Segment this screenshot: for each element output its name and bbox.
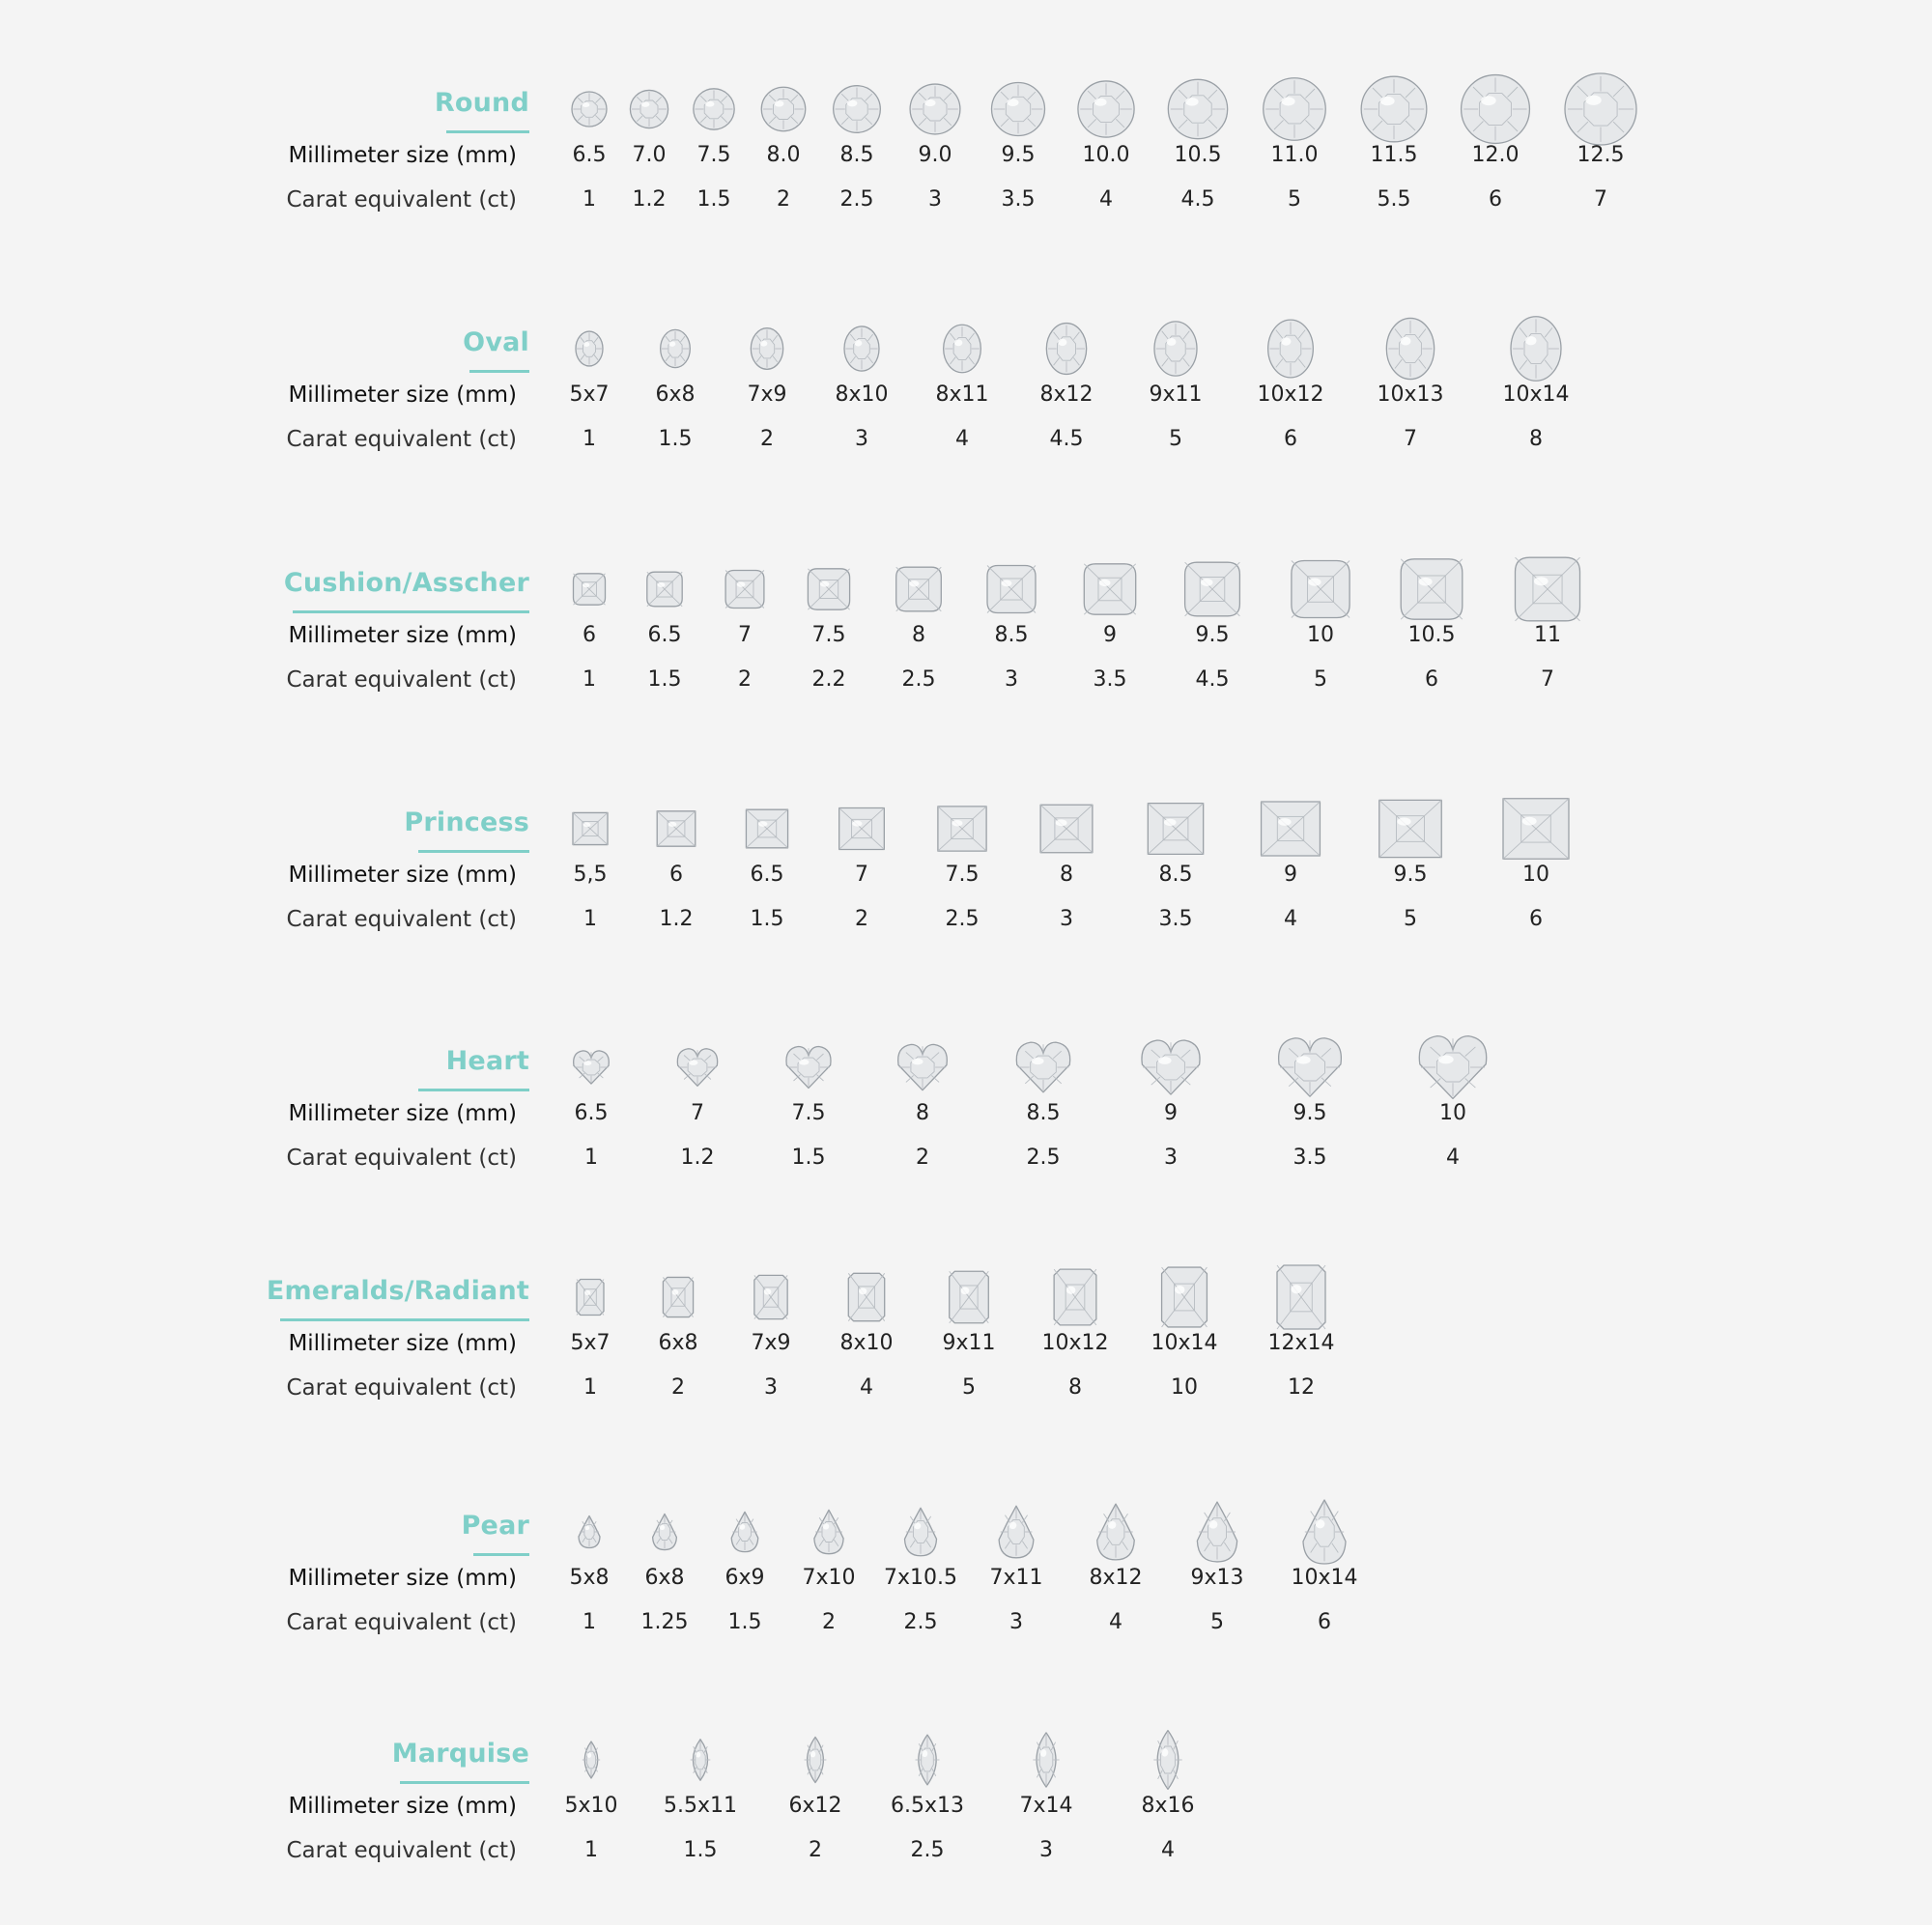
carat-value: 6: [1529, 907, 1543, 931]
carat-row-label: Carat equivalent (ct): [286, 907, 517, 932]
mm-size-value: 6.5: [574, 1101, 609, 1125]
mm-size-value: 8.5: [1158, 863, 1193, 887]
mm-size-value: 10x14: [1291, 1566, 1358, 1590]
carat-value: 1.2: [632, 187, 667, 212]
shape-title: Emeralds/Radiant: [266, 1276, 529, 1306]
mm-size-value: 5x10: [564, 1794, 618, 1818]
mm-size-value: 10x14: [1502, 382, 1570, 407]
carat-value: 2: [822, 1610, 836, 1634]
carat-value: 3: [1039, 1838, 1053, 1862]
carat-value: 5: [962, 1375, 976, 1400]
carat-value: 1: [583, 1375, 597, 1400]
carat-value: 4.5: [1049, 427, 1084, 451]
shape-title-underline: [280, 1318, 529, 1321]
mm-size-value: 10.0: [1082, 143, 1130, 167]
mm-size-value: 6x8: [658, 1331, 698, 1355]
carat-value: 2.5: [839, 187, 874, 212]
carat-value: 7: [1404, 427, 1417, 451]
mm-size-value: 10x14: [1151, 1331, 1218, 1355]
mm-size-value: 8.5: [839, 143, 874, 167]
mm-size-value: 9x13: [1190, 1566, 1244, 1590]
shape-section-heart: [0, 1011, 1932, 1195]
shape-title: Heart: [445, 1046, 529, 1076]
carat-value: 5: [1314, 667, 1327, 692]
carat-value: 3.5: [1093, 667, 1127, 692]
shape-section-pear: [0, 1476, 1932, 1659]
mm-size-value: 9.0: [918, 143, 952, 167]
mm-size-value: 9.5: [1393, 863, 1428, 887]
mm-size-value: 10: [1439, 1101, 1466, 1125]
carat-value: 5: [1210, 1610, 1224, 1634]
mm-size-value: 8x10: [835, 382, 889, 407]
carat-value: 3: [1060, 907, 1073, 931]
carat-value: 1.5: [658, 427, 693, 451]
shape-title-underline: [469, 370, 529, 373]
shape-title: Princess: [404, 807, 529, 837]
carat-value: 1.25: [640, 1610, 689, 1634]
millimeter-row-label: Millimeter size (mm): [288, 1794, 517, 1819]
shape-section-oval: [0, 293, 1932, 476]
carat-value: 2: [777, 187, 790, 212]
shape-title: Round: [434, 88, 529, 118]
carat-value: 3.5: [1001, 187, 1036, 212]
carat-row-label: Carat equivalent (ct): [286, 1146, 517, 1171]
carat-value: 3: [855, 427, 868, 451]
shape-section-cushion-asscher: [0, 533, 1932, 717]
carat-value: 2.5: [903, 1610, 938, 1634]
mm-size-value: 7: [855, 863, 868, 887]
shape-title: Cushion/Asscher: [283, 568, 529, 598]
mm-size-value: 7.5: [696, 143, 731, 167]
mm-size-value: 5x7: [570, 1331, 611, 1355]
mm-size-value: 6.5: [750, 863, 784, 887]
mm-size-value: 11.5: [1370, 143, 1418, 167]
mm-size-value: 5.5x11: [663, 1794, 738, 1818]
mm-size-value: 7x10: [802, 1566, 856, 1590]
carat-value: 2: [855, 907, 868, 931]
carat-value: 2: [738, 667, 752, 692]
mm-size-value: 8: [912, 623, 925, 647]
carat-value: 3: [1164, 1146, 1178, 1170]
carat-value: 6: [1318, 1610, 1331, 1634]
carat-value: 12: [1288, 1375, 1315, 1400]
mm-size-value: 8x12: [1089, 1566, 1143, 1590]
carat-value: 5: [1288, 187, 1301, 212]
carat-row-label: Carat equivalent (ct): [286, 1375, 517, 1401]
carat-value: 1.5: [683, 1838, 718, 1862]
mm-size-value: 12.5: [1577, 143, 1625, 167]
mm-size-value: 6x8: [655, 382, 696, 407]
mm-size-value: 12.0: [1471, 143, 1520, 167]
mm-size-value: 7x9: [747, 382, 787, 407]
shape-title-underline: [418, 1089, 529, 1091]
mm-size-value: 7.5: [791, 1101, 826, 1125]
shape-title-underline: [446, 130, 529, 133]
mm-size-value: 6.5x13: [890, 1794, 965, 1818]
millimeter-row-label: Millimeter size (mm): [288, 1331, 517, 1356]
carat-value: 5: [1404, 907, 1417, 931]
mm-size-value: 8: [1060, 863, 1073, 887]
millimeter-row-label: Millimeter size (mm): [288, 1566, 517, 1591]
mm-size-value: 7x14: [1019, 1794, 1073, 1818]
carat-value: 1: [583, 907, 597, 931]
mm-size-value: 8x11: [935, 382, 989, 407]
mm-size-value: 7x10.5: [883, 1566, 958, 1590]
carat-value: 1: [584, 1838, 598, 1862]
shape-section-princess: [0, 773, 1932, 956]
carat-value: 1.5: [727, 1610, 762, 1634]
carat-value: 4: [1161, 1838, 1175, 1862]
shape-title: Oval: [463, 327, 529, 357]
mm-size-value: 10.5: [1174, 143, 1222, 167]
mm-size-value: 7x11: [989, 1566, 1043, 1590]
mm-size-value: 9x11: [1149, 382, 1203, 407]
mm-size-value: 10x12: [1041, 1331, 1109, 1355]
carat-value: 1.2: [659, 907, 694, 931]
mm-size-value: 8.0: [766, 143, 801, 167]
carat-row-label: Carat equivalent (ct): [286, 427, 517, 452]
carat-value: 1: [582, 187, 596, 212]
mm-size-value: 5,5: [573, 863, 608, 887]
carat-value: 1.5: [750, 907, 784, 931]
mm-size-value: 11: [1534, 623, 1561, 647]
carat-value: 4: [955, 427, 969, 451]
carat-value: 4.5: [1195, 667, 1230, 692]
mm-size-value: 8.5: [994, 623, 1029, 647]
millimeter-row-label: Millimeter size (mm): [288, 382, 517, 408]
carat-value: 8: [1068, 1375, 1082, 1400]
carat-value: 1.5: [696, 187, 731, 212]
mm-size-value: 7: [691, 1101, 704, 1125]
carat-value: 3: [928, 187, 942, 212]
carat-value: 2: [760, 427, 774, 451]
mm-size-value: 6: [582, 623, 596, 647]
carat-value: 6: [1425, 667, 1438, 692]
mm-size-value: 9: [1284, 863, 1297, 887]
carat-value: 4: [1099, 187, 1113, 212]
carat-value: 8: [1529, 427, 1543, 451]
mm-size-value: 10: [1307, 623, 1334, 647]
carat-value: 4: [860, 1375, 873, 1400]
carat-value: 2.5: [945, 907, 980, 931]
shape-section-marquise: [0, 1704, 1932, 1887]
shape-title-underline: [418, 850, 529, 853]
mm-size-value: 6x8: [644, 1566, 685, 1590]
mm-size-value: 8x10: [839, 1331, 894, 1355]
mm-size-value: 9: [1164, 1101, 1178, 1125]
carat-value: 3.5: [1293, 1146, 1327, 1170]
mm-size-value: 9: [1103, 623, 1117, 647]
carat-value: 5: [1169, 427, 1182, 451]
shape-section-round: [0, 53, 1932, 237]
mm-size-value: 7.5: [811, 623, 846, 647]
mm-size-value: 10.5: [1407, 623, 1456, 647]
mm-size-value: 6: [669, 863, 683, 887]
carat-value: 4.5: [1180, 187, 1215, 212]
carat-value: 1.5: [647, 667, 682, 692]
carat-value: 2.5: [1026, 1146, 1061, 1170]
mm-size-value: 5x8: [569, 1566, 610, 1590]
mm-size-value: 11.0: [1270, 143, 1319, 167]
carat-value: 2: [809, 1838, 822, 1862]
carat-value: 6: [1489, 187, 1502, 212]
mm-size-value: 6x12: [788, 1794, 842, 1818]
mm-size-value: 5x7: [569, 382, 610, 407]
mm-size-value: 12x14: [1267, 1331, 1335, 1355]
mm-size-value: 10x13: [1377, 382, 1444, 407]
carat-value: 1: [582, 427, 596, 451]
shape-title-underline: [400, 1781, 529, 1784]
mm-size-value: 6.5: [647, 623, 682, 647]
mm-size-value: 9.5: [1195, 623, 1230, 647]
mm-size-value: 6.5: [572, 143, 607, 167]
carat-value: 10: [1171, 1375, 1198, 1400]
mm-size-value: 7.0: [632, 143, 667, 167]
carat-value: 2.2: [811, 667, 846, 692]
carat-value: 3: [764, 1375, 778, 1400]
carat-value: 4: [1446, 1146, 1460, 1170]
mm-size-value: 8x16: [1141, 1794, 1195, 1818]
carat-value: 7: [1541, 667, 1554, 692]
carat-row-label: Carat equivalent (ct): [286, 1838, 517, 1863]
carat-value: 7: [1594, 187, 1607, 212]
carat-row-label: Carat equivalent (ct): [286, 1610, 517, 1635]
carat-value: 2: [671, 1375, 685, 1400]
shape-title: Pear: [461, 1511, 529, 1541]
carat-value: 2.5: [901, 667, 936, 692]
mm-size-value: 7: [738, 623, 752, 647]
carat-value: 3: [1005, 667, 1018, 692]
carat-row-label: Carat equivalent (ct): [286, 187, 517, 212]
carat-value: 3: [1009, 1610, 1023, 1634]
carat-value: 3.5: [1158, 907, 1193, 931]
carat-value: 4: [1109, 1610, 1122, 1634]
shape-title-underline: [473, 1553, 529, 1556]
carat-value: 1: [582, 1610, 596, 1634]
mm-size-value: 8: [916, 1101, 929, 1125]
shape-title-underline: [293, 610, 529, 613]
millimeter-row-label: Millimeter size (mm): [288, 1101, 517, 1126]
carat-value: 1: [582, 667, 596, 692]
carat-value: 4: [1284, 907, 1297, 931]
shape-section-emeralds-radiant: [0, 1241, 1932, 1425]
millimeter-row-label: Millimeter size (mm): [288, 623, 517, 648]
mm-size-value: 9.5: [1293, 1101, 1327, 1125]
mm-size-value: 6x9: [724, 1566, 765, 1590]
carat-value: 1.2: [680, 1146, 715, 1170]
mm-size-value: 8x12: [1039, 382, 1094, 407]
mm-size-value: 7x9: [751, 1331, 791, 1355]
millimeter-row-label: Millimeter size (mm): [288, 143, 517, 168]
mm-size-value: 10x12: [1257, 382, 1324, 407]
mm-size-value: 9x11: [942, 1331, 996, 1355]
carat-value: 2: [916, 1146, 929, 1170]
shape-title: Marquise: [391, 1739, 529, 1769]
carat-value: 2.5: [910, 1838, 945, 1862]
mm-size-value: 9.5: [1001, 143, 1036, 167]
mm-size-value: 8.5: [1026, 1101, 1061, 1125]
carat-value: 1.5: [791, 1146, 826, 1170]
carat-value: 5.5: [1377, 187, 1411, 212]
carat-value: 1: [584, 1146, 598, 1170]
mm-size-value: 7.5: [945, 863, 980, 887]
carat-value: 6: [1284, 427, 1297, 451]
millimeter-row-label: Millimeter size (mm): [288, 863, 517, 888]
carat-row-label: Carat equivalent (ct): [286, 667, 517, 693]
mm-size-value: 10: [1522, 863, 1549, 887]
